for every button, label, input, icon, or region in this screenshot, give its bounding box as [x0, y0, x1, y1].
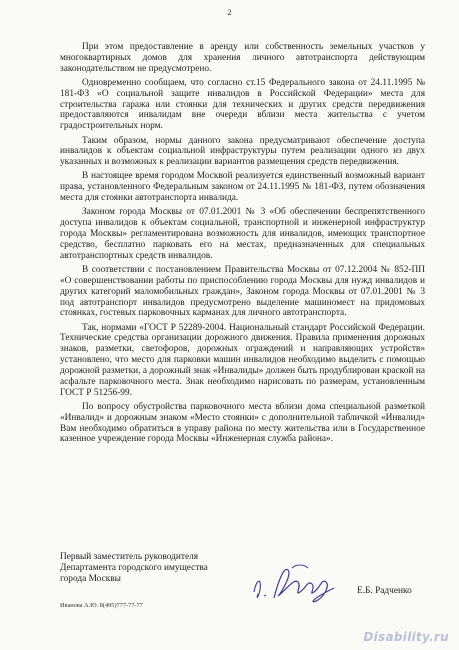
signer-title-line: Первый заместитель руководителя: [60, 552, 199, 562]
paragraph-5: Законом города Москвы от 07.01.2001 № 3 «Об обеспечении беспрепятственного доступа инвалидов к объектам социальной, транспортной и инженерной инфраструктур города Москвы» регламентирована возможность для инвалидов, имеющих транспортное средство, бесплатно парковать его на местах, предназначенных для специальных автотранспортных средств инвалидов.: [60, 207, 425, 261]
signer-title: [60, 552, 280, 585]
page-number: 2: [227, 8, 232, 17]
letter-body: [60, 42, 425, 449]
signer-name: Е.Б. Радченко: [357, 586, 412, 596]
paragraph-6: В соответствии с постановлением Правительства Москвы от 07.12.2004 № 852-ПП «О совершенствовании работы по приспособлению города Москвы для нужд инвалидов и других категорий маломобильных граждан», Законом города Москвы от 07.01.2001 № 3 под автотранспорт инвалидов предусмотрено выделение машиномест на придомовых стоянках, гостевых парковочных карманах для личного автотранспорта.: [60, 264, 425, 319]
paragraph-2: Одновременно сообщаем, что согласно ст.15 Федерального закона от 24.11.1995 № 181-ФЗ «О социальной защите инвалидов в Российской Федерации» места для строительства гаража или стоянки для технических и других средств передвижения предоставляются инвалидам вне очереди вблизи места жительства с учетом градостроительных норм.: [60, 77, 425, 132]
paragraph-3: Таким образом, нормы данного закона предусматривают обеспечение доступа инвалидов к объектам социальной инфраструктуры путем реализации одного из двух указанных и возможных к реализации вариантов размещения средств передвижения.: [60, 135, 425, 168]
paragraph-8: По вопросу обустройства парковочного места вблизи дома специальной разметкой «Инвалид» и дорожным знаком «Место стоянки» с дополнительной табличкой «Инвалид» Вам необходимо обратиться в управу района по месту жительства или в Государственное казенное учреждение города Москвы «Инженерная служба района».: [60, 401, 425, 445]
paragraph-1: При этом предоставление в аренду или собственность земельных участков у многоквартирных домов для хранения личного автотранспорта действующим законодательством не предусмотрено.: [60, 42, 425, 74]
watermark: Disability.ru: [363, 630, 449, 644]
executor-info: Иванова А.Ю. 8(495)777-77-77: [60, 602, 143, 609]
signer-title-line: города Москвы: [60, 573, 121, 584]
signer-title-line: Департамента городского имущества: [60, 562, 208, 573]
paragraph-4: В настоящее время городом Москвой реализуется единственный возможный вариант права, установленного Федеральным законом от 24.11.1995 № 181-ФЗ, путем обозначения места для стоянки автотранспорта инвалида.: [60, 171, 425, 204]
paragraph-7: Так, нормами «ГОСТ Р 52289-2004. Национальный стандарт Российской Федерации. Технические средства организации дорожного движения. Правила применения дорожных знаков, разметки, светофоров, дорожных ограждений и направляющих устройств» установлено, что место для парковки машин инвалидов необходимо выделить с помощью дорожной разметки, а дорожный знак «Инвалиды» должен быть продублирован краской на асфальте парковочного места. Знак необходимо нарисовать по размерам, установленным ГОСТ Р 51256-99.: [60, 322, 425, 398]
handwritten-signature: [248, 562, 340, 608]
